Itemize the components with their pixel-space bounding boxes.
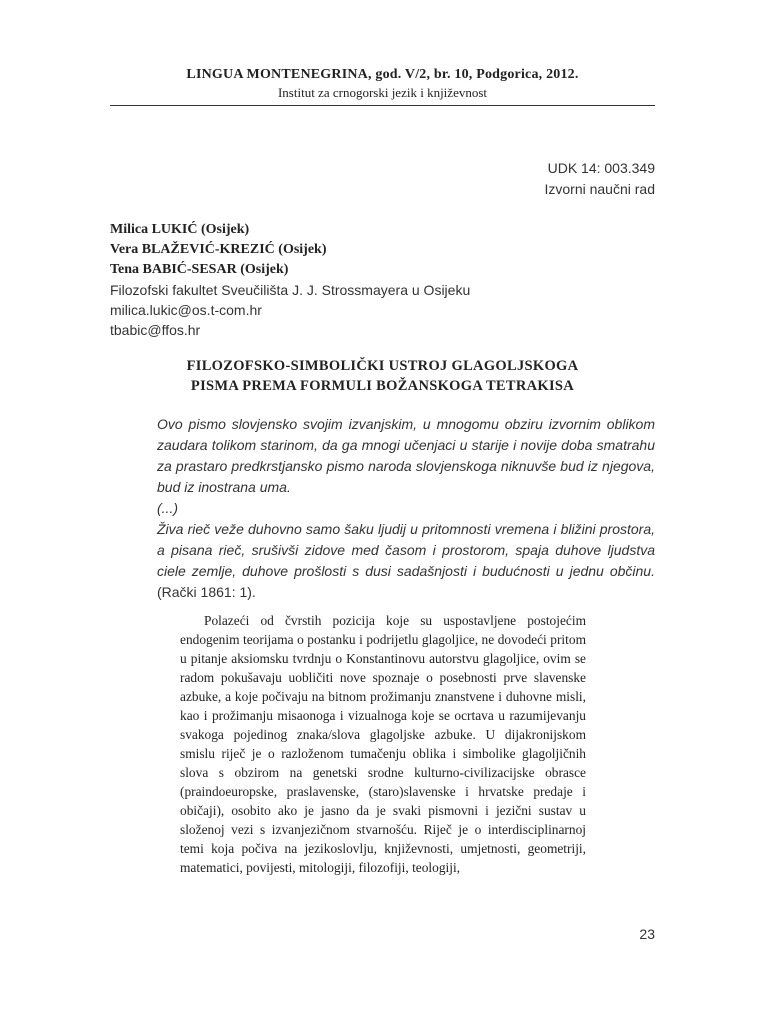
author-block: [110, 220, 655, 340]
epigraph-paragraph-container: [157, 519, 655, 603]
author-name: Tena BABIĆ-SESAR (Osijek): [110, 262, 289, 277]
journal-citation: LINGUA MONTENEGRINA, god. V/2, br. 10, Podgorica, 2012.: [186, 67, 579, 82]
abstract: [180, 611, 586, 877]
epigraph-ellipsis: (...): [157, 500, 178, 516]
epigraph-paragraph: Živa rieč veže duhovno samo šaku ljudij u pritomnosti vremena i bližini prostora, a pisana rieč, srušivši zidove med časom i prostorom, spaja duhove ljudstva ciele zemlje, duhove prošlosti s dusi sadašnjosti i budućnosti u jednu občinu.: [157, 521, 655, 579]
running-header: [110, 66, 655, 101]
author-name: Milica LUKIĆ (Osijek): [110, 222, 250, 237]
article-type: Izvorni naučni rad: [544, 181, 655, 197]
affiliation: Filozofski fakultet Sveučilišta J. J. Strossmayera u Osijeku: [110, 282, 471, 298]
article-meta: [544, 158, 655, 200]
author-email: milica.lukic@os.t-com.hr: [110, 302, 262, 318]
epigraph-citation: (Rački 1861: 1).: [157, 584, 256, 600]
author-email: tbabic@ffos.hr: [110, 322, 201, 338]
abstract-text: Polazeći od čvrstih pozicija koje su uspostavljene postojećim endogenim teorijama o postanku i podrijetlu glagoljice, ne dovodeći pritom u pitanje aksiomsku tvrdnju o Konstantinovu autorstvu glagoljice, ovim se radom pokušavaju uobličiti nove spoznaje o posebnosti prve slavenske azbuke, a koje počivaju na bitnom prožimanju znanstvene i duhovne misli, kao i prožimanju misaonoga i vizualnoga koje se ocrtava u razumijevanju svakoga pojedinog znaka/slova glagoljske azbuke. U dijakronijskom smislu riječ je o razloženom tumačenju oblika i simbolike glagoljičnih slova s obzirom na genetski srodne kulturno-civilizacijske obrasce (praindoeuropske, praslavenske, (staro)slavenske i hrvatske predaje i običaji), osobito ako je jasno da je svaki pismovni i jezični sustav u složenoj vezi s izvanjezičnom stvarnošću. Riječ je o interdisciplinarnoj temi koja počiva na jezikoslovlju, književnosti, umjetnosti, geometriji, matematici, povijesti, mitologiji, filozofiji, teologiji,: [180, 613, 586, 875]
title-line: PISMA PREMA FORMULI BOŽANSKOGA TETRAKISA: [190, 378, 575, 394]
author-name: Vera BLAŽEVIĆ-KREZIĆ (Osijek): [110, 242, 327, 257]
title-line: FILOZOFSKO-SIMBOLIČKI USTROJ GLAGOLJSKOGA: [186, 358, 579, 374]
article-title: [110, 356, 655, 396]
page-number: 23: [639, 926, 655, 942]
udk-code: UDK 14: 003.349: [547, 160, 655, 176]
institute-name: Institut za crnogorski jezik i književnost: [277, 85, 488, 100]
header-divider: [110, 105, 655, 106]
epigraph-paragraph: Ovo pismo slovjensko svojim izvanjskim, u mnogomu obziru izvornim oblikom zaudara tolikom starinom, da ga mnogi učenjaci u starije i novije doba smatrahu za prastaro predkrstjansko pismo naroda slovjenskoga niknuvše bud iz njegova, bud iz inostrana uma.: [157, 416, 655, 495]
epigraph: [157, 414, 655, 603]
